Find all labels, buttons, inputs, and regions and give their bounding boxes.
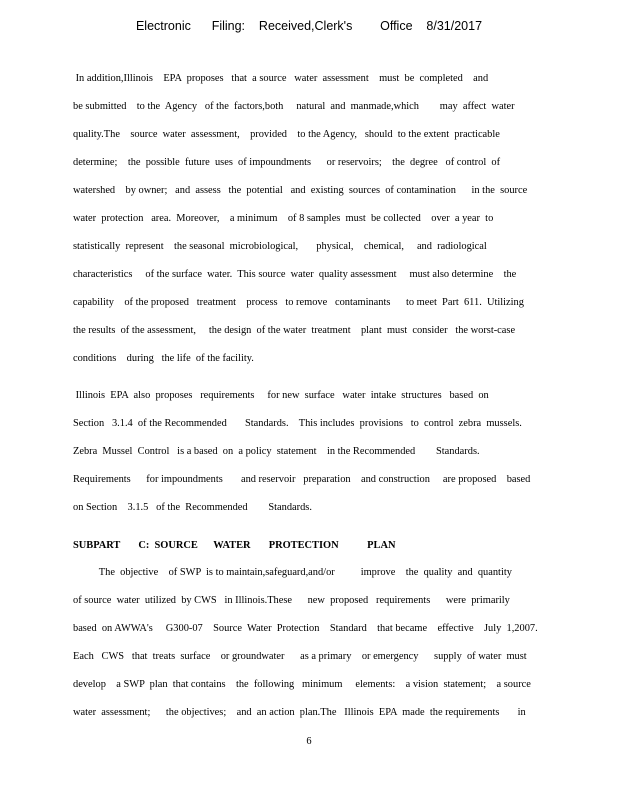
text-line: characteristics of the surface water. This source water quality assessment must also determine the [73,269,517,280]
text-line: water protection area. Moreover, a minimum of 8 samples must be collected over a year to [73,213,494,224]
text-line: of source water utilized by CWS in Illinois.These new proposed requirements were primarily [73,595,510,606]
text-line: water assessment; the objectives; and an action plan.The Illinois EPA made the requirements in [73,707,526,718]
text-line: Illinois EPA also proposes requirements for new surface water intake structures based on [73,390,489,401]
text-line: be submitted to the Agency of the factors,both natural and manmade,which may affect water [73,101,515,112]
text-line: conditions during the life of the facility. [73,353,254,364]
text-line: quality.The source water assessment, provided to the Agency, should to the extent practicable [73,129,500,140]
text-line: Zebra Mussel Control is a based on a policy statement in the Recommended Standards. [73,446,480,457]
text-line: Section 3.1.4 of the Recommended Standards. This includes provisions to control zebra mussels. [73,418,522,429]
filing-header: Electronic Filing: Received,Clerk's Office 8/31/2017 [135,19,483,33]
text-line: Requirements for impoundments and reservoir preparation and construction are proposed based [73,474,531,485]
text-line: Each CWS that treats surface or groundwater as a primary or emergency supply of water must [73,651,527,662]
text-line: The objective of SWP is to maintain,safeguard,and/or improve the quality and quantity [73,567,512,578]
text-line: watershed by owner; and assess the potential and existing sources of contamination in the source [73,185,528,196]
text-line: based on AWWA's G300-07 Source Water Protection Standard that became effective July 1,2007. [73,623,538,634]
text-line: the results of the assessment, the design of the water treatment plant must consider the worst-case [73,325,516,336]
page-number: 6 [306,736,312,747]
text-line: on Section 3.1.5 of the Recommended Standards. [73,502,312,513]
text-line: capability of the proposed treatment process to remove contaminants to meet Part 611. Utilizing [73,297,524,308]
text-line: determine; the possible future uses of impoundments or reservoirs; the degree of control of [73,157,501,168]
text-line: statistically represent the seasonal microbiological, physical, chemical, and radiological [73,241,487,252]
text-line: develop a SWP plan that contains the following minimum elements: a vision statement; a source [73,679,531,690]
text-line: In addition,Illinois EPA proposes that a source water assessment must be completed and [73,73,489,84]
section-heading: SUBPART C: SOURCE WATER PROTECTION PLAN [73,540,396,551]
